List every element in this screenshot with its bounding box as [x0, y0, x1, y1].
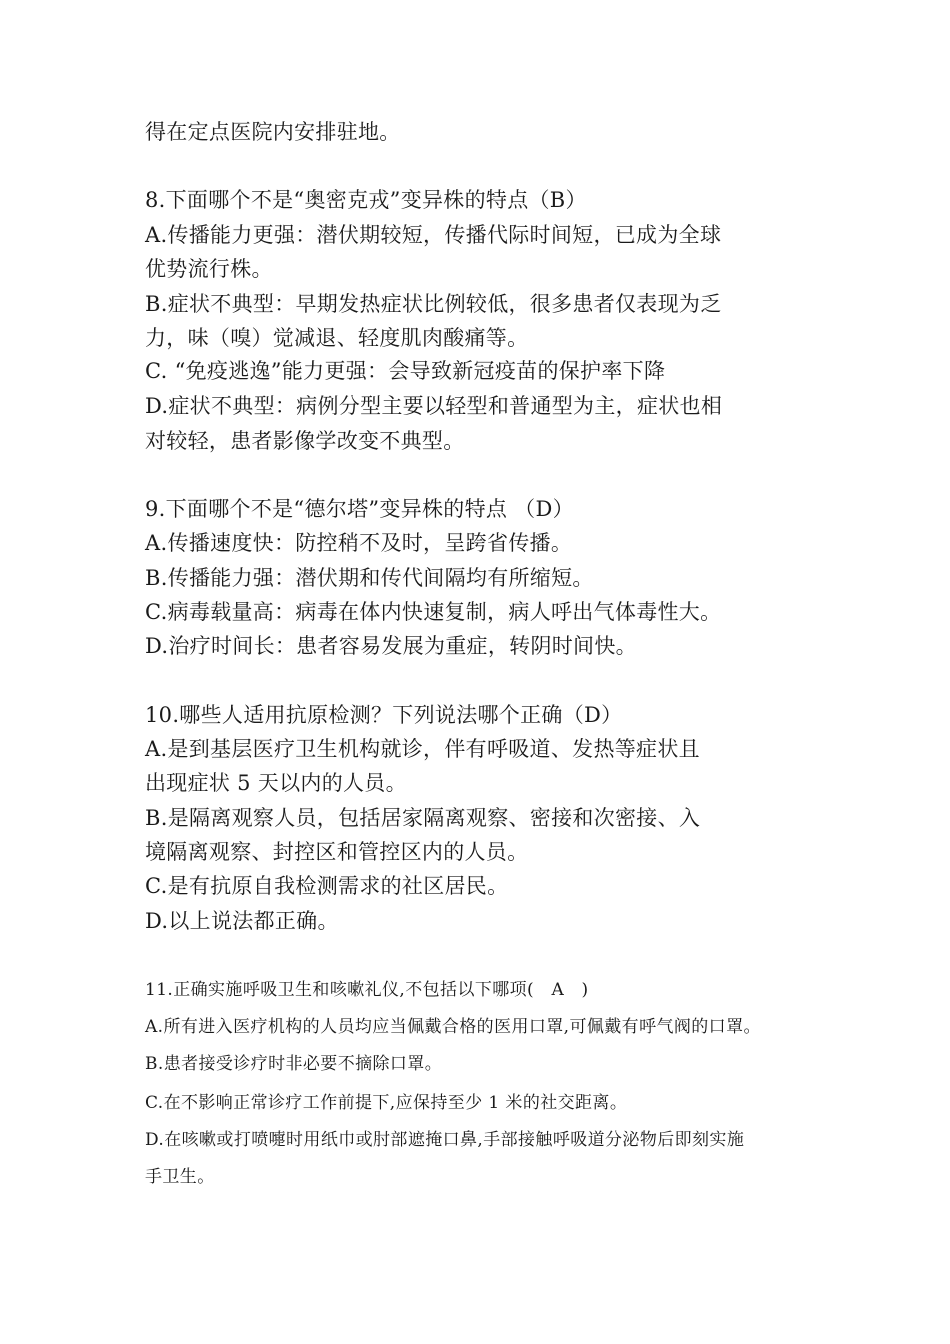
question-11-option-d: D.在咳嗽或打喷嚏时用纸巾或肘部遮掩口鼻,手部接触呼吸道分泌物后即刻实施 [145, 1130, 745, 1150]
question-8-option-a: A.传播能力更强：潜伏期较短，传播代际时间短，已成为全球 [145, 223, 722, 247]
question-10-option-b-cont: 境隔离观察、封控区和管控区内的人员。 [145, 840, 529, 864]
question-11-option-a: A.所有进入医疗机构的人员均应当佩戴合格的医用口罩,可佩戴有呼气阀的口罩。 [145, 1017, 761, 1037]
question-10-option-d: D.以上说法都正确。 [145, 909, 339, 933]
question-8-option-a-cont: 优势流行株。 [145, 257, 273, 281]
question-8-title: 8.下面哪个不是“奥密克戎”变异株的特点（B） [145, 188, 587, 212]
question-10-option-c: C.是有抗原自我检测需求的社区居民。 [145, 874, 509, 898]
question-10-option-a-cont: 出现症状 5 天以内的人员。 [145, 771, 407, 795]
question-11-option-b: B.患者接受诊疗时非必要不摘除口罩。 [145, 1054, 443, 1074]
question-11-option-d-cont: 手卫生。 [145, 1167, 215, 1187]
question-10-option-b: B.是隔离观察人员，包括居家隔离观察、密接和次密接、入 [145, 806, 701, 830]
question-8-option-b-cont: 力，味（嗅）觉减退、轻度肌肉酸痛等。 [145, 326, 529, 350]
question-9-option-b: B.传播能力强：潜伏期和传代间隔均有所缩短。 [145, 566, 594, 590]
question-9-option-a: A.传播速度快：防控稍不及时，呈跨省传播。 [145, 531, 573, 555]
question-9-option-c: C.病毒载量高：病毒在体内快速复制，病人呼出气体毒性大。 [145, 600, 722, 624]
intro-text: 得在定点医院内安排驻地。 [145, 120, 401, 144]
question-8-option-c: C. “免疫逃逸”能力更强：会导致新冠疫苗的保护率下降 [145, 359, 666, 383]
question-9-option-d: D.治疗时间长：患者容易发展为重症，转阴时间快。 [145, 634, 637, 658]
question-8-option-d: D.症状不典型：病例分型主要以轻型和普通型为主，症状也相 [145, 394, 723, 418]
question-10-title: 10.哪些人适用抗原检测？下列说法哪个正确（D） [145, 703, 623, 727]
question-11-option-c: C.在不影响正常诊疗工作前提下,应保持至少 1 米的社交距离。 [145, 1093, 628, 1113]
question-10-option-a: A.是到基层医疗卫生机构就诊，伴有呼吸道、发热等症状且 [145, 737, 700, 761]
question-9-title: 9.下面哪个不是“德尔塔”变异株的特点 （D） [145, 497, 574, 521]
question-11-title: 11.正确实施呼吸卫生和咳嗽礼仪,不包括以下哪项( A ) [145, 980, 589, 1000]
question-8-option-d-cont: 对较轻，患者影像学改变不典型。 [145, 429, 465, 453]
question-8-option-b: B.症状不典型：早期发热症状比例较低，很多患者仅表现为乏 [145, 292, 722, 316]
